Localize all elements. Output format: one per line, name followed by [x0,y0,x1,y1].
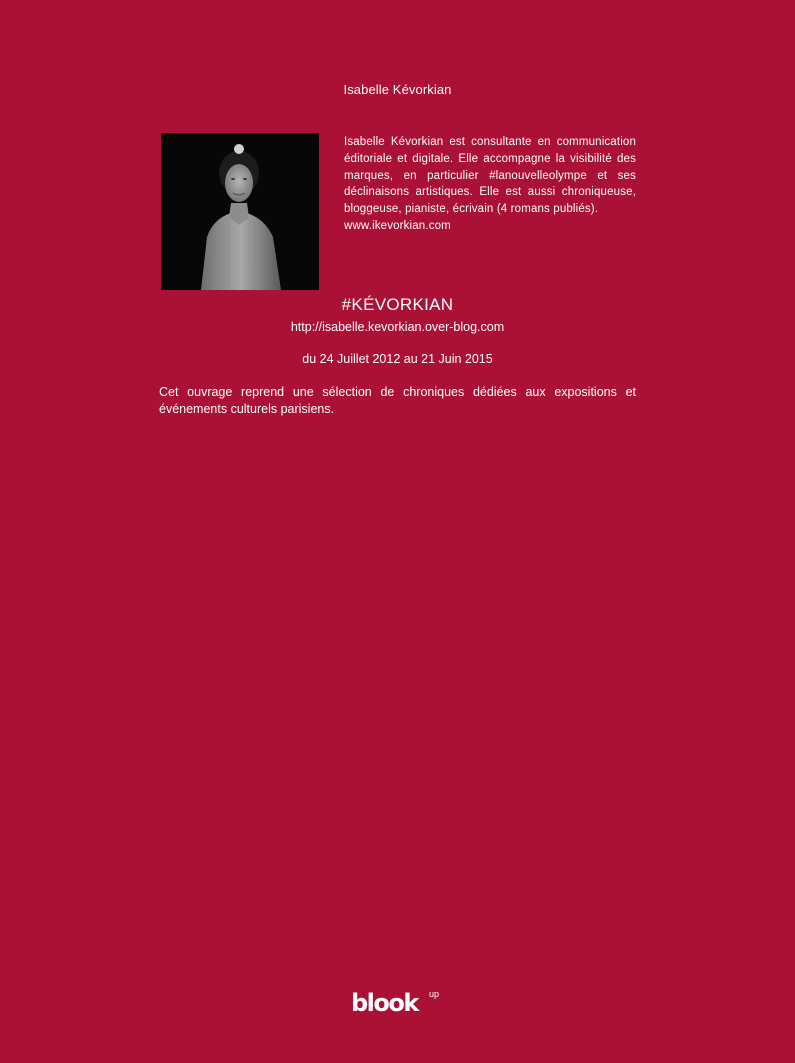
author-bio [344,134,636,235]
date-range: du 24 Juillet 2012 au 21 Juin 2015 [302,352,493,366]
author-website[interactable]: www.ikevorkian.com [344,219,451,232]
publisher-logo-superscript: up [429,989,440,999]
book-description: Cet ouvrage reprend une sélection de chroniques dédiées aux expositions et événements culturels parisiens. [159,385,636,416]
publisher-logo-wordmark: blook [351,989,418,1017]
author-name: Isabelle Kévorkian [343,82,452,97]
blog-url-link[interactable]: http://isabelle.kevorkian.over-blog.com [290,320,505,334]
author-photo [161,133,319,290]
author-portrait-image [161,133,319,290]
author-bio-text: Isabelle Kévorkian est consultante en communication éditoriale et digitale. Elle accompagne la visibilité des marques, en particulier #lanouvelleolympe et ses déclinaisons artistiques. Elle est aussi chroniqueuse, bloggeuse, pianiste, écrivain (4 romans publiés). [344,136,636,216]
publisher-logo [351,989,447,1019]
blog-title: #KÉVORKIAN [341,295,454,314]
